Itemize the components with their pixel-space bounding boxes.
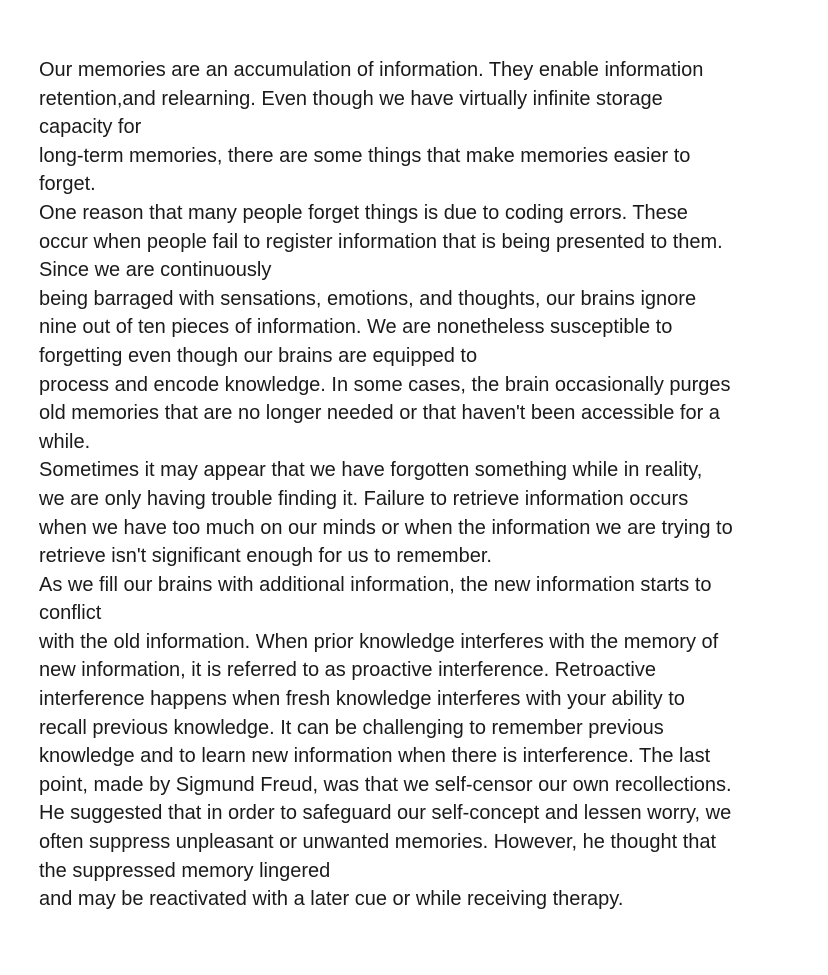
text-line: we are only having trouble finding it. Failure to retrieve information occurs [39, 487, 689, 510]
text-line: He suggested that in order to safeguard our self-concept and lessen worry, we [39, 802, 732, 825]
text-line: often suppress unpleasant or unwanted memories. However, he thought that [39, 831, 717, 854]
text-line: Since we are continuously [39, 259, 272, 282]
text-line: new information, it is referred to as proactive interference. Retroactive [39, 659, 656, 682]
text-line: when we have too much on our minds or when the information we are trying to [39, 516, 733, 539]
text-line: As we fill our brains with additional information, the new information starts to [39, 573, 712, 596]
text-line: interference happens when fresh knowledge interferes with your ability to [39, 688, 685, 711]
text-line: capacity for [39, 116, 142, 139]
text-line: occur when people fail to register information that is being presented to them. [39, 230, 723, 253]
text-line: Sometimes it may appear that we have forgotten something while in reality, [39, 459, 703, 482]
text-line: forgetting even though our brains are equipped to [39, 344, 478, 367]
text-line: conflict [39, 602, 102, 625]
text-line: Our memories are an accumulation of information. They enable information [39, 59, 704, 81]
text-line: point, made by Sigmund Freud, was that we self-censor our own recollections. [39, 773, 732, 796]
text-line: forget. [39, 173, 96, 196]
text-line: being barraged with sensations, emotions, and thoughts, our brains ignore [39, 287, 697, 310]
text-line: old memories that are no longer needed or that haven't been accessible for a [39, 402, 720, 425]
text-line: retrieve isn't significant enough for us to remember. [39, 545, 492, 568]
text-line: long-term memories, there are some things that make memories easier to [39, 144, 691, 167]
text-line: One reason that many people forget things is due to coding errors. These [39, 201, 688, 224]
text-line: recall previous knowledge. It can be challenging to remember previous [39, 716, 664, 739]
text-line: nine out of ten pieces of information. We are nonetheless susceptible to [39, 316, 673, 339]
document-body [39, 56, 809, 914]
text-line: the suppressed memory lingered [39, 859, 331, 882]
text-line: with the old information. When prior knowledge interferes with the memory of [39, 630, 719, 653]
text-line: knowledge and to learn new information when there is interference. The last [39, 745, 711, 768]
text-line: and may be reactivated with a later cue or while receiving therapy. [39, 888, 624, 911]
text-line: retention,and relearning. Even though we have virtually infinite storage [39, 87, 663, 110]
text-line: while. [39, 430, 91, 453]
text-line: process and encode knowledge. In some cases, the brain occasionally purges [39, 373, 731, 396]
